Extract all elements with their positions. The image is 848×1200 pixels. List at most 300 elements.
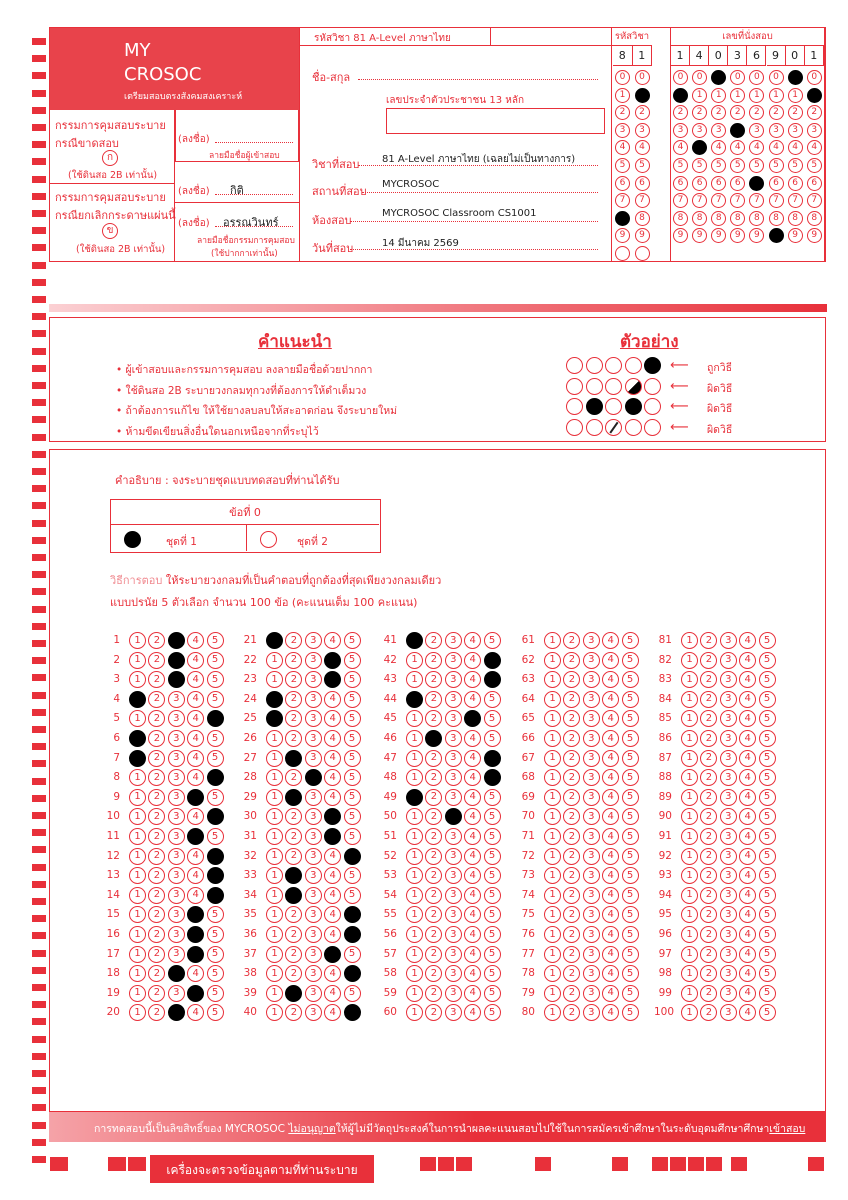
- answer-bubble[interactable]: 3: [168, 730, 185, 747]
- answer-bubble[interactable]: 1: [681, 926, 698, 943]
- answer-bubble[interactable]: 2: [563, 946, 580, 963]
- answer-bubble[interactable]: 2: [563, 985, 580, 1002]
- answer-bubble[interactable]: 2: [563, 867, 580, 884]
- answer-bubble[interactable]: 3: [305, 808, 322, 825]
- answer-bubble[interactable]: 5: [344, 926, 361, 943]
- seat-bubble[interactable]: 5: [749, 158, 764, 173]
- seat-bubble[interactable]: 1: [769, 88, 784, 103]
- answer-bubble[interactable]: 5: [344, 750, 361, 767]
- seat-bubble[interactable]: 1: [788, 88, 803, 103]
- answer-bubble[interactable]: 1: [544, 671, 561, 688]
- answer-bubble[interactable]: 5: [759, 985, 776, 1002]
- answer-bubble[interactable]: 3: [305, 671, 322, 688]
- seat-bubble[interactable]: 2: [788, 105, 803, 120]
- answer-bubble[interactable]: 5: [484, 671, 501, 688]
- answer-bubble[interactable]: 1: [681, 789, 698, 806]
- answer-bubble[interactable]: 2: [285, 652, 302, 669]
- answer-bubble[interactable]: 5: [344, 946, 361, 963]
- seat-bubble[interactable]: 7: [788, 193, 803, 208]
- answer-bubble[interactable]: 5: [622, 887, 639, 904]
- answer-bubble[interactable]: 2: [425, 691, 442, 708]
- seat-bubble[interactable]: 6: [749, 176, 764, 191]
- answer-bubble[interactable]: 3: [583, 946, 600, 963]
- answer-bubble[interactable]: 2: [700, 1004, 717, 1021]
- answer-bubble[interactable]: 5: [622, 848, 639, 865]
- answer-bubble[interactable]: 4: [602, 828, 619, 845]
- answer-bubble[interactable]: 2: [563, 671, 580, 688]
- seat-bubble[interactable]: 8: [749, 211, 764, 226]
- answer-bubble[interactable]: 2: [285, 789, 302, 806]
- set1-bubble[interactable]: [124, 531, 141, 548]
- answer-bubble[interactable]: 4: [324, 848, 341, 865]
- answer-bubble[interactable]: 5: [207, 671, 224, 688]
- answer-bubble[interactable]: 2: [148, 750, 165, 767]
- answer-bubble[interactable]: 5: [344, 769, 361, 786]
- answer-bubble[interactable]: 4: [464, 965, 481, 982]
- seat-bubble[interactable]: 4: [788, 140, 803, 155]
- answer-bubble[interactable]: 4: [464, 632, 481, 649]
- answer-bubble[interactable]: 3: [720, 1004, 737, 1021]
- answer-bubble[interactable]: 5: [759, 691, 776, 708]
- answer-bubble[interactable]: 5: [759, 906, 776, 923]
- seat-bubble[interactable]: 6: [711, 176, 726, 191]
- answer-bubble[interactable]: 3: [720, 848, 737, 865]
- answer-bubble[interactable]: 4: [464, 906, 481, 923]
- set2-bubble[interactable]: [260, 531, 277, 548]
- answer-bubble[interactable]: 3: [445, 789, 462, 806]
- answer-bubble[interactable]: 5: [622, 926, 639, 943]
- seat-bubble[interactable]: 6: [692, 176, 707, 191]
- answer-bubble[interactable]: 4: [602, 926, 619, 943]
- answer-bubble[interactable]: 5: [344, 887, 361, 904]
- answer-bubble[interactable]: 1: [681, 710, 698, 727]
- answer-bubble[interactable]: 5: [344, 789, 361, 806]
- answer-bubble[interactable]: 2: [700, 848, 717, 865]
- answer-bubble[interactable]: 1: [266, 887, 283, 904]
- answer-bubble[interactable]: 4: [324, 926, 341, 943]
- seat-bubble[interactable]: 7: [730, 193, 745, 208]
- answer-bubble[interactable]: 2: [700, 652, 717, 669]
- answer-bubble[interactable]: 2: [700, 671, 717, 688]
- answer-bubble[interactable]: 4: [602, 946, 619, 963]
- answer-bubble[interactable]: 2: [425, 671, 442, 688]
- answer-bubble[interactable]: 1: [544, 926, 561, 943]
- answer-bubble[interactable]: 3: [720, 985, 737, 1002]
- answer-bubble[interactable]: 1: [544, 848, 561, 865]
- answer-bubble[interactable]: 5: [622, 691, 639, 708]
- answer-bubble[interactable]: 2: [285, 926, 302, 943]
- answer-bubble[interactable]: 5: [207, 946, 224, 963]
- answer-bubble[interactable]: 3: [168, 867, 185, 884]
- answer-bubble[interactable]: 3: [583, 710, 600, 727]
- subject-code-bubble[interactable]: [615, 246, 630, 261]
- answer-bubble[interactable]: 1: [129, 848, 146, 865]
- answer-bubble[interactable]: 1: [266, 946, 283, 963]
- answer-bubble[interactable]: 1: [681, 769, 698, 786]
- answer-bubble[interactable]: 1: [266, 632, 283, 649]
- answer-bubble[interactable]: 3: [445, 828, 462, 845]
- seat-bubble[interactable]: 2: [673, 105, 688, 120]
- answer-bubble[interactable]: 4: [187, 867, 204, 884]
- answer-bubble[interactable]: 3: [720, 652, 737, 669]
- answer-bubble[interactable]: 1: [406, 652, 423, 669]
- subject-code-bubble[interactable]: 9: [635, 228, 650, 243]
- answer-bubble[interactable]: 3: [305, 906, 322, 923]
- seat-bubble[interactable]: 8: [807, 211, 822, 226]
- answer-bubble[interactable]: 4: [739, 632, 756, 649]
- answer-bubble[interactable]: 5: [344, 867, 361, 884]
- answer-bubble[interactable]: 3: [305, 652, 322, 669]
- answer-bubble[interactable]: 5: [344, 730, 361, 747]
- answer-bubble[interactable]: 3: [583, 632, 600, 649]
- answer-bubble[interactable]: 2: [700, 750, 717, 767]
- seat-bubble[interactable]: 9: [730, 228, 745, 243]
- answer-bubble[interactable]: 5: [207, 926, 224, 943]
- answer-bubble[interactable]: 4: [739, 652, 756, 669]
- seat-bubble[interactable]: 7: [769, 193, 784, 208]
- answer-bubble[interactable]: 3: [168, 691, 185, 708]
- answer-bubble[interactable]: 4: [602, 632, 619, 649]
- answer-bubble[interactable]: 2: [563, 906, 580, 923]
- answer-bubble[interactable]: 3: [305, 985, 322, 1002]
- answer-bubble[interactable]: 4: [739, 769, 756, 786]
- answer-bubble[interactable]: 5: [484, 652, 501, 669]
- answer-bubble[interactable]: 4: [187, 848, 204, 865]
- sign3-line[interactable]: [215, 226, 293, 227]
- answer-bubble[interactable]: 3: [305, 848, 322, 865]
- seat-bubble[interactable]: 0: [711, 70, 726, 85]
- seat-bubble[interactable]: 3: [769, 123, 784, 138]
- seat-bubble[interactable]: 0: [673, 70, 688, 85]
- answer-bubble[interactable]: 5: [344, 652, 361, 669]
- answer-bubble[interactable]: 2: [563, 1004, 580, 1021]
- answer-bubble[interactable]: 2: [148, 828, 165, 845]
- seat-bubble[interactable]: 8: [711, 211, 726, 226]
- answer-bubble[interactable]: 4: [464, 769, 481, 786]
- answer-bubble[interactable]: 4: [464, 710, 481, 727]
- answer-bubble[interactable]: 5: [484, 848, 501, 865]
- answer-bubble[interactable]: 1: [129, 632, 146, 649]
- seat-bubble[interactable]: 4: [807, 140, 822, 155]
- seat-bubble[interactable]: 3: [673, 123, 688, 138]
- answer-bubble[interactable]: 1: [681, 750, 698, 767]
- answer-bubble[interactable]: 4: [739, 730, 756, 747]
- answer-bubble[interactable]: 1: [406, 985, 423, 1002]
- subject-code-bubble[interactable]: 5: [635, 158, 650, 173]
- seat-bubble[interactable]: 2: [807, 105, 822, 120]
- answer-bubble[interactable]: 3: [305, 730, 322, 747]
- answer-bubble[interactable]: 4: [464, 848, 481, 865]
- answer-bubble[interactable]: 4: [739, 789, 756, 806]
- answer-bubble[interactable]: 3: [445, 1004, 462, 1021]
- answer-bubble[interactable]: 1: [544, 808, 561, 825]
- answer-bubble[interactable]: 5: [207, 887, 224, 904]
- answer-bubble[interactable]: 2: [425, 848, 442, 865]
- answer-bubble[interactable]: 2: [425, 1004, 442, 1021]
- answer-bubble[interactable]: 4: [324, 828, 341, 845]
- answer-bubble[interactable]: 1: [129, 750, 146, 767]
- answer-bubble[interactable]: 1: [406, 946, 423, 963]
- answer-bubble[interactable]: 3: [583, 887, 600, 904]
- answer-bubble[interactable]: 1: [266, 926, 283, 943]
- answer-bubble[interactable]: 1: [681, 965, 698, 982]
- answer-bubble[interactable]: 1: [544, 887, 561, 904]
- seat-bubble[interactable]: 7: [673, 193, 688, 208]
- answer-bubble[interactable]: 4: [602, 769, 619, 786]
- answer-bubble[interactable]: 5: [207, 867, 224, 884]
- answer-bubble[interactable]: 3: [168, 632, 185, 649]
- subject-code-bubble[interactable]: 6: [615, 176, 630, 191]
- answer-bubble[interactable]: 1: [266, 985, 283, 1002]
- answer-bubble[interactable]: 4: [739, 750, 756, 767]
- answer-bubble[interactable]: 5: [622, 946, 639, 963]
- answer-bubble[interactable]: 3: [445, 769, 462, 786]
- answer-bubble[interactable]: 3: [583, 691, 600, 708]
- answer-bubble[interactable]: 2: [563, 808, 580, 825]
- seat-bubble[interactable]: 2: [749, 105, 764, 120]
- answer-bubble[interactable]: 3: [445, 730, 462, 747]
- answer-bubble[interactable]: 5: [484, 926, 501, 943]
- answer-bubble[interactable]: 3: [168, 985, 185, 1002]
- answer-bubble[interactable]: 3: [168, 750, 185, 767]
- answer-bubble[interactable]: 5: [484, 985, 501, 1002]
- answer-bubble[interactable]: 3: [305, 632, 322, 649]
- answer-bubble[interactable]: 3: [720, 828, 737, 845]
- answer-bubble[interactable]: 1: [266, 769, 283, 786]
- answer-bubble[interactable]: 5: [759, 965, 776, 982]
- answer-bubble[interactable]: 3: [305, 789, 322, 806]
- answer-bubble[interactable]: 3: [583, 867, 600, 884]
- answer-bubble[interactable]: 2: [285, 828, 302, 845]
- answer-bubble[interactable]: 2: [148, 887, 165, 904]
- answer-bubble[interactable]: 4: [324, 965, 341, 982]
- answer-bubble[interactable]: 1: [129, 985, 146, 1002]
- answer-bubble[interactable]: 3: [720, 671, 737, 688]
- answer-bubble[interactable]: 1: [406, 867, 423, 884]
- answer-bubble[interactable]: 1: [681, 985, 698, 1002]
- answer-bubble[interactable]: 5: [207, 965, 224, 982]
- answer-bubble[interactable]: 3: [720, 906, 737, 923]
- answer-bubble[interactable]: 4: [324, 652, 341, 669]
- answer-bubble[interactable]: 3: [168, 1004, 185, 1021]
- answer-bubble[interactable]: 3: [720, 730, 737, 747]
- answer-bubble[interactable]: 5: [484, 691, 501, 708]
- answer-bubble[interactable]: 1: [266, 828, 283, 845]
- seat-bubble[interactable]: 6: [788, 176, 803, 191]
- answer-bubble[interactable]: 5: [344, 671, 361, 688]
- answer-bubble[interactable]: 5: [622, 828, 639, 845]
- answer-bubble[interactable]: 2: [700, 769, 717, 786]
- answer-bubble[interactable]: 2: [700, 985, 717, 1002]
- answer-bubble[interactable]: 3: [168, 926, 185, 943]
- answer-bubble[interactable]: 1: [129, 808, 146, 825]
- answer-bubble[interactable]: 2: [425, 828, 442, 845]
- answer-bubble[interactable]: 5: [484, 906, 501, 923]
- seat-bubble[interactable]: 2: [730, 105, 745, 120]
- answer-bubble[interactable]: 5: [759, 632, 776, 649]
- answer-bubble[interactable]: 1: [681, 867, 698, 884]
- answer-bubble[interactable]: 5: [207, 1004, 224, 1021]
- answer-bubble[interactable]: 5: [207, 848, 224, 865]
- answer-bubble[interactable]: 1: [129, 926, 146, 943]
- seat-bubble[interactable]: 6: [807, 176, 822, 191]
- answer-bubble[interactable]: 4: [602, 750, 619, 767]
- answer-bubble[interactable]: 1: [406, 691, 423, 708]
- answer-bubble[interactable]: 2: [700, 691, 717, 708]
- seat-bubble[interactable]: 8: [769, 211, 784, 226]
- answer-bubble[interactable]: 2: [285, 730, 302, 747]
- answer-bubble[interactable]: 1: [406, 828, 423, 845]
- answer-bubble[interactable]: 3: [445, 926, 462, 943]
- answer-bubble[interactable]: 4: [187, 808, 204, 825]
- answer-bubble[interactable]: 4: [602, 985, 619, 1002]
- answer-bubble[interactable]: 2: [425, 906, 442, 923]
- answer-bubble[interactable]: 5: [484, 789, 501, 806]
- cancel-bubble[interactable]: ข: [102, 223, 118, 239]
- seat-bubble[interactable]: 1: [711, 88, 726, 103]
- answer-bubble[interactable]: 4: [187, 926, 204, 943]
- answer-bubble[interactable]: 2: [148, 1004, 165, 1021]
- seat-bubble[interactable]: 4: [673, 140, 688, 155]
- answer-bubble[interactable]: 4: [324, 632, 341, 649]
- answer-bubble[interactable]: 4: [324, 691, 341, 708]
- answer-bubble[interactable]: 4: [324, 1004, 341, 1021]
- answer-bubble[interactable]: 3: [168, 710, 185, 727]
- answer-bubble[interactable]: 5: [207, 710, 224, 727]
- answer-bubble[interactable]: 1: [129, 946, 146, 963]
- seat-bubble[interactable]: 2: [769, 105, 784, 120]
- answer-bubble[interactable]: 2: [148, 867, 165, 884]
- answer-bubble[interactable]: 5: [344, 691, 361, 708]
- answer-bubble[interactable]: 2: [285, 808, 302, 825]
- answer-bubble[interactable]: 2: [563, 730, 580, 747]
- answer-bubble[interactable]: 2: [285, 985, 302, 1002]
- answer-bubble[interactable]: 1: [544, 632, 561, 649]
- answer-bubble[interactable]: 5: [484, 750, 501, 767]
- answer-bubble[interactable]: 5: [344, 965, 361, 982]
- answer-bubble[interactable]: 1: [266, 848, 283, 865]
- answer-bubble[interactable]: 3: [583, 789, 600, 806]
- answer-bubble[interactable]: 4: [739, 828, 756, 845]
- seat-bubble[interactable]: 8: [788, 211, 803, 226]
- answer-bubble[interactable]: 2: [425, 985, 442, 1002]
- seat-bubble[interactable]: 4: [769, 140, 784, 155]
- answer-bubble[interactable]: 2: [700, 887, 717, 904]
- answer-bubble[interactable]: 5: [344, 985, 361, 1002]
- answer-bubble[interactable]: 2: [700, 808, 717, 825]
- answer-bubble[interactable]: 2: [285, 867, 302, 884]
- answer-bubble[interactable]: 3: [445, 750, 462, 767]
- answer-bubble[interactable]: 5: [622, 769, 639, 786]
- answer-bubble[interactable]: 1: [266, 808, 283, 825]
- answer-bubble[interactable]: 3: [445, 652, 462, 669]
- answer-bubble[interactable]: 1: [406, 710, 423, 727]
- answer-bubble[interactable]: 3: [445, 632, 462, 649]
- answer-bubble[interactable]: 4: [187, 789, 204, 806]
- answer-bubble[interactable]: 5: [622, 730, 639, 747]
- answer-bubble[interactable]: 4: [602, 867, 619, 884]
- answer-bubble[interactable]: 3: [305, 867, 322, 884]
- seat-bubble[interactable]: 6: [673, 176, 688, 191]
- answer-bubble[interactable]: 4: [187, 730, 204, 747]
- answer-bubble[interactable]: 1: [681, 652, 698, 669]
- seat-bubble[interactable]: 0: [692, 70, 707, 85]
- answer-bubble[interactable]: 5: [622, 1004, 639, 1021]
- answer-bubble[interactable]: 3: [445, 710, 462, 727]
- answer-bubble[interactable]: 3: [305, 750, 322, 767]
- answer-bubble[interactable]: 2: [700, 965, 717, 982]
- seat-bubble[interactable]: 5: [769, 158, 784, 173]
- seat-bubble[interactable]: 7: [749, 193, 764, 208]
- subject-code-bubble[interactable]: 8: [635, 211, 650, 226]
- seat-bubble[interactable]: 8: [730, 211, 745, 226]
- answer-bubble[interactable]: 2: [425, 710, 442, 727]
- answer-bubble[interactable]: 1: [544, 789, 561, 806]
- answer-bubble[interactable]: 2: [563, 769, 580, 786]
- seat-bubble[interactable]: 7: [692, 193, 707, 208]
- seat-bubble[interactable]: 1: [807, 88, 822, 103]
- answer-bubble[interactable]: 3: [445, 691, 462, 708]
- answer-bubble[interactable]: 4: [602, 906, 619, 923]
- answer-bubble[interactable]: 4: [739, 691, 756, 708]
- answer-bubble[interactable]: 3: [305, 926, 322, 943]
- subject-code-bubble[interactable]: 8: [615, 211, 630, 226]
- answer-bubble[interactable]: 5: [344, 632, 361, 649]
- answer-bubble[interactable]: 2: [285, 887, 302, 904]
- answer-bubble[interactable]: 1: [129, 965, 146, 982]
- answer-bubble[interactable]: 5: [622, 671, 639, 688]
- answer-bubble[interactable]: 5: [622, 750, 639, 767]
- answer-bubble[interactable]: 4: [739, 1004, 756, 1021]
- subject-code-bubble[interactable]: [635, 246, 650, 261]
- answer-bubble[interactable]: 4: [602, 808, 619, 825]
- answer-bubble[interactable]: 2: [148, 985, 165, 1002]
- answer-bubble[interactable]: 4: [464, 867, 481, 884]
- answer-bubble[interactable]: 4: [324, 671, 341, 688]
- answer-bubble[interactable]: 2: [148, 848, 165, 865]
- answer-bubble[interactable]: 4: [464, 985, 481, 1002]
- answer-bubble[interactable]: 2: [425, 652, 442, 669]
- answer-bubble[interactable]: 2: [700, 828, 717, 845]
- answer-bubble[interactable]: 5: [759, 710, 776, 727]
- answer-bubble[interactable]: 3: [168, 906, 185, 923]
- answer-bubble[interactable]: 2: [285, 750, 302, 767]
- answer-bubble[interactable]: 5: [622, 710, 639, 727]
- answer-bubble[interactable]: 3: [720, 750, 737, 767]
- answer-bubble[interactable]: 3: [720, 632, 737, 649]
- answer-bubble[interactable]: 5: [622, 906, 639, 923]
- answer-bubble[interactable]: 5: [759, 926, 776, 943]
- answer-bubble[interactable]: 2: [425, 789, 442, 806]
- answer-bubble[interactable]: 1: [544, 965, 561, 982]
- answer-bubble[interactable]: 3: [305, 965, 322, 982]
- answer-bubble[interactable]: 2: [700, 632, 717, 649]
- answer-bubble[interactable]: 5: [207, 789, 224, 806]
- seat-bubble[interactable]: 1: [692, 88, 707, 103]
- answer-bubble[interactable]: 1: [406, 769, 423, 786]
- answer-bubble[interactable]: 2: [285, 848, 302, 865]
- answer-bubble[interactable]: 5: [484, 632, 501, 649]
- answer-bubble[interactable]: 5: [344, 828, 361, 845]
- answer-bubble[interactable]: 3: [720, 965, 737, 982]
- answer-bubble[interactable]: 1: [266, 671, 283, 688]
- seat-bubble[interactable]: 9: [788, 228, 803, 243]
- answer-bubble[interactable]: 5: [484, 730, 501, 747]
- subject-code-bubble[interactable]: 7: [635, 193, 650, 208]
- answer-bubble[interactable]: 4: [739, 926, 756, 943]
- answer-bubble[interactable]: 3: [445, 906, 462, 923]
- answer-bubble[interactable]: 1: [544, 946, 561, 963]
